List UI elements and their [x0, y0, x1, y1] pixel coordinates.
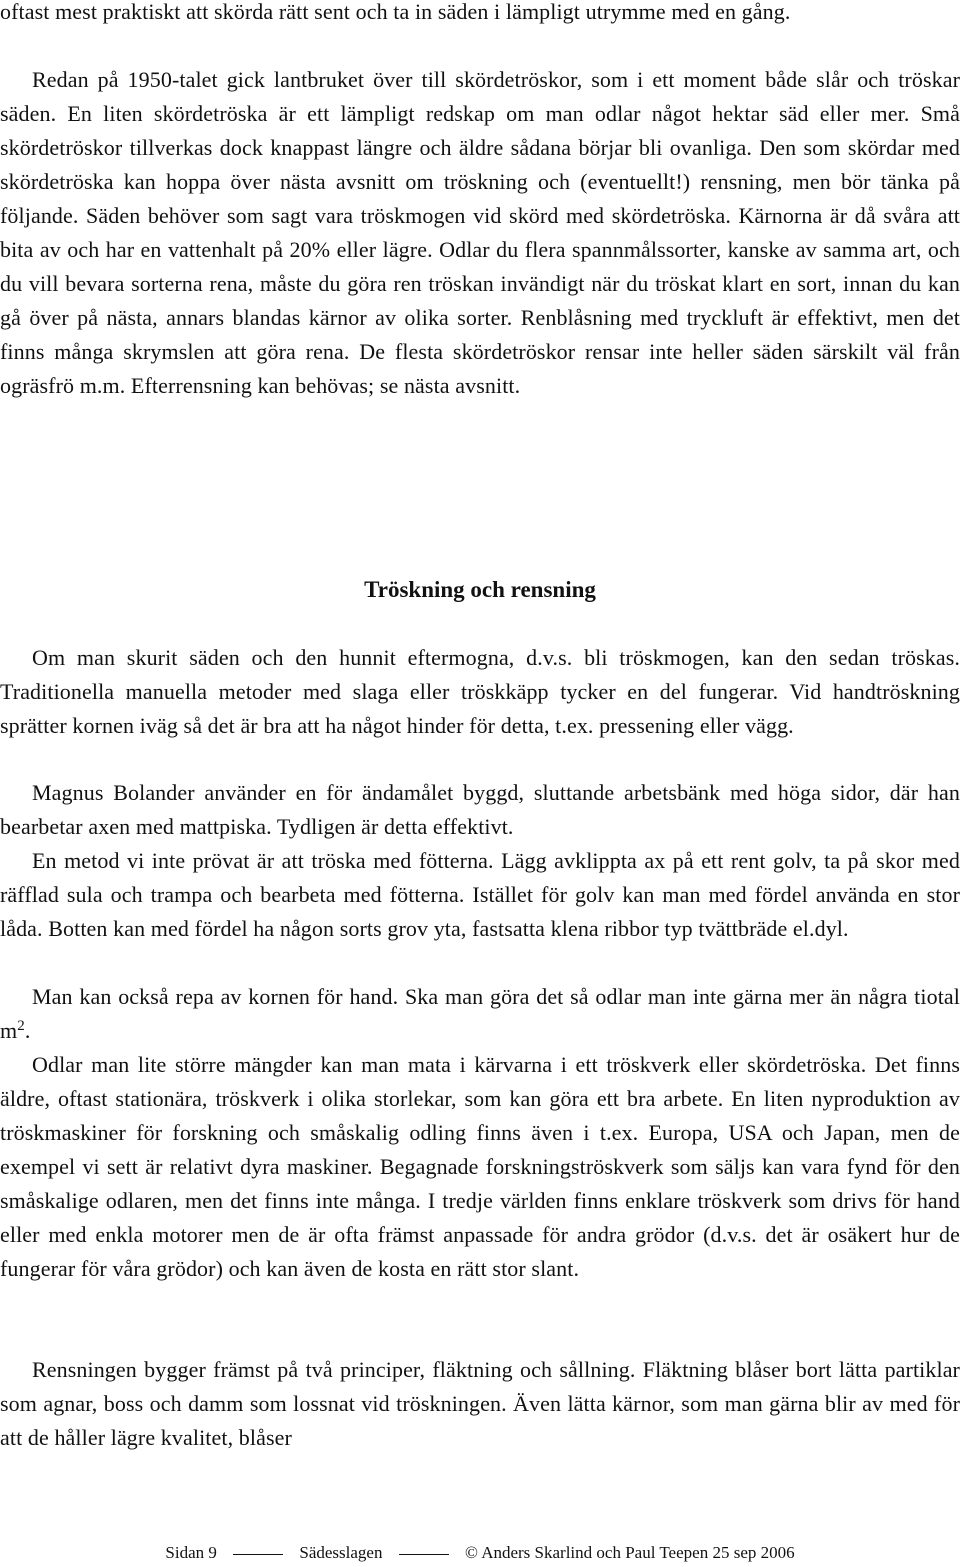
- paragraph-threshing-4-end: .: [24, 1018, 31, 1043]
- paragraph-continuation-2: Redan på 1950-talet gick lantbruket över till skördetröskor, som i ett moment både slår och tröskar säden. En liten skördetröska är ett lämpligt redskap om man odlar något hektar säd eller mer. Små skördetröskor tillverkas dock knappast längre och äldre sådana börjar bli ovanliga. Den som skördar med skördetröska kan hoppa över nästa avsnitt om tröskning och (eventuellt!) rensning, men bör tänka på följande. Säden behöver som sagt vara tröskmogen vid skörd med skördetröska. Kärnorna är då svåra att bita av och har en vattenhalt på 20% eller lägre. Odlar du flera spannmålssorter, kanske av samma art, och du vill bevara sorterna rena, måste du göra ren tröskan invändigt när du tröskat klart en sort, innan du kan gå över på nästa, annars blandas kärnor av olika sorter. Renblåsning med tryckluft är effektivt, men det finns många skrymslen att göra rena. De flesta skördetröskor rensar inte heller säden särskilt väl från ogräsfrö m.m. Efterrensning kan behövas; se nästa avsnitt.: [0, 67, 960, 398]
- footer-copyright: © Anders Skarlind och Paul Teepen 25 sep 2006: [464, 1543, 795, 1562]
- paragraph-threshing-4: [0, 980, 960, 1048]
- paragraph-threshing-6: Rensningen bygger främst på två principer, fläktning och sållning. Fläktning blåser bort lätta partiklar som agnar, boss och damm som lossnat vid tröskningen. Även lätta kärnor, som man gärna blir av med för att de håller lägre kvalitet, blåser: [0, 1357, 960, 1450]
- footer-title: Sädesslagen: [299, 1543, 383, 1562]
- paragraph-threshing-4-text: Man kan också repa av kornen för hand. Ska man göra det så odlar man inte gärna mer än några tiotal m: [0, 984, 960, 1043]
- footer-page-number: Sidan 9: [165, 1543, 217, 1562]
- paragraph-threshing-5: Odlar man lite större mängder kan man mata i kärvarna i ett tröskverk eller skördetröska. Det finns äldre, oftast stationära, tröskverk i olika storlekar, som kan göra ett bra arbete. En liten nyproduktion av tröskmaskiner för forskning och småskalig odling finns även i t.ex. Europa, USA och Japan, men de exempel vi sett är relativt dyra maskiner. Begagnade forskningströskverk som säljs kan vara fynd för den småskalige odlaren, men det finns inte många. I tredje världen finns enklare tröskverk som drivs för hand eller med enkla motorer men de är ofta främst anpassade för andra grödor (d.v.s. det är osäkert hur de fungerar för våra grödor) och kan även de kosta en rätt stor slant.: [0, 1052, 960, 1281]
- superscript-exponent: 2: [17, 1018, 25, 1034]
- paragraph-threshing-3: En metod vi inte prövat är att tröska med fötterna. Lägg avklippta ax på ett rent golv, ta på skor med räfflad sula och trampa och bearbeta med fötterna. Istället för golv kan man med fördel använda en stor låda. Botten kan med fördel ha någon sorts grov yta, fastsatta klena ribbor typ tvättbräde el.dyl.: [0, 848, 960, 941]
- footer-separator: [399, 1554, 449, 1555]
- paragraph-threshing-1: Om man skurit säden och den hunnit eftermogna, d.v.s. bli tröskmogen, kan den sedan tröskas. Traditionella manuella metoder med slaga eller tröskkäpp tycker en del fungerar. Vid handtröskning sprätter kornen iväg så det är bra att ha något hinder för detta, t.ex. pressening eller vägg.: [0, 645, 960, 738]
- footer-separator: [233, 1554, 283, 1555]
- paragraph-threshing-2: Magnus Bolander använder en för ändamålet byggd, sluttande arbetsbänk med höga sidor, där han bearbetar axen med mattpiska. Tydligen är detta effektivt.: [0, 780, 960, 839]
- paragraph-continuation-1: oftast mest praktiskt att skörda rätt sent och ta in säden i lämpligt utrymme med en gång.: [0, 0, 791, 24]
- section-heading: Tröskning och rensning: [364, 577, 596, 602]
- page-footer: [0, 1542, 960, 1564]
